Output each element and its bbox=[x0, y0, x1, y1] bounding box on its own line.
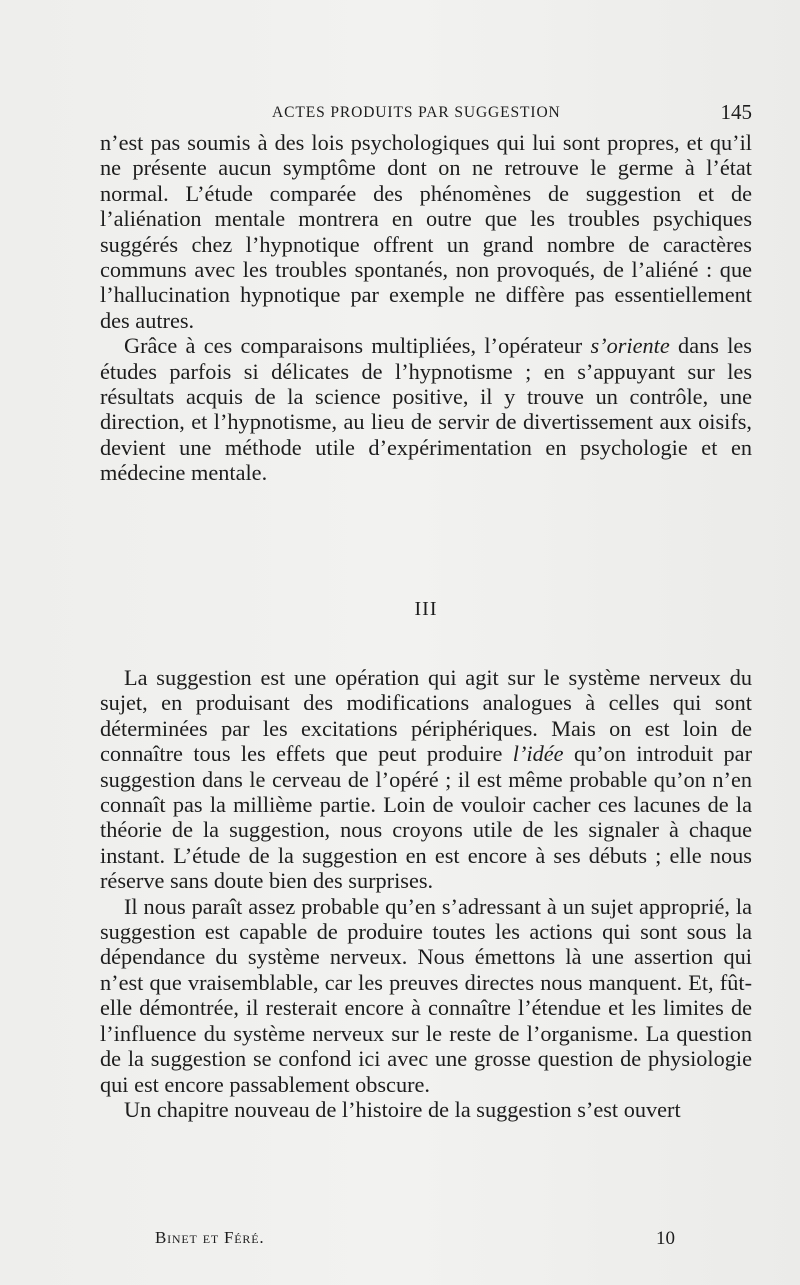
signature-mark: 10 bbox=[656, 1228, 675, 1249]
paragraph-new-chapter: Un chapitre nouveau de l’histoire de la suggestion s’est ouvert bbox=[124, 1096, 681, 1122]
page-footer bbox=[155, 1228, 675, 1254]
paragraph-comparisons bbox=[100, 333, 752, 485]
printer-signature: Binet et Féré. bbox=[155, 1228, 265, 1247]
body-text-top bbox=[100, 130, 752, 486]
paragraph-text: La suggestion est une opération qui agit sur le système nerveux du sujet, en produisant des modifications analogues à celles qui sont déterminées par les excitations périphériques. Mais on est loin de connaître tous les effets que peut produire bbox=[100, 665, 752, 767]
body-text-bottom bbox=[100, 665, 752, 1122]
page-header bbox=[100, 100, 752, 130]
paragraph-suggestion-definition bbox=[100, 665, 752, 894]
paragraph-probable: Il nous paraît assez probable qu’en s’adressant à un sujet approprié, la suggestion est capable de produire toutes les actions qui sont sous la dépendance du système nerveux. Nous émettons là une assertion qui n’est que vraisemblable, car les preuves directes nous manquent. Et, fût-elle démontrée, il resterait encore à connaître l’étendue et les limites de l’influence du système nerveux sur le reste de l’organisme. La question de la suggestion se confond ici avec une grosse question de physiologie qui est encore passablement obscure. bbox=[100, 893, 752, 1097]
italic-term: l’idée bbox=[512, 741, 564, 767]
page-number: 145 bbox=[720, 100, 752, 124]
paragraph-text: qu’on introduit par suggestion dans le cerveau de l’opéré ; il est même probable qu’on n’en connaît pas la millième partie. Loin de vouloir cacher ces lacunes de la théorie de la suggestion, nous croyons utile de les signaler à chaque instant. L’étude de la suggestion en est encore à ses débuts ; elle nous réserve sans doute bien des surprises. bbox=[100, 741, 752, 894]
running-title: ACTES PRODUITS PAR SUGGESTION bbox=[272, 104, 561, 121]
paragraph-continued: n’est pas soumis à des lois psychologiques qui lui sont propres, et qu’il ne présente aucun symptôme dont on ne retrouve le germe à l’état normal. L’étude comparée des phénomènes de suggestion et de l’aliénation mentale montrera en outre que les troubles psychiques suggérés chez l’hypnotique offrent un grand nombre de caractères communs avec les troubles spontanés, non provoqués, de l’aliéné : que l’hallucination hypnotique par exemple ne diffère pas essentiellement des autres. bbox=[100, 130, 752, 333]
paragraph-text: dans les études parfois si délicates de l’hypnotisme ; en s’appuyant sur les résultats acquis de la science positive, il y trouve un contrôle, une direction, et l’hypnotisme, au lieu de servir de divertissement aux oisifs, devient une méthode utile d’expérimentation en psychologie et en médecine mentale. bbox=[100, 333, 752, 486]
italic-term: s’oriente bbox=[590, 333, 670, 359]
paragraph-text: Grâce à ces comparaisons multipliées, l’opérateur bbox=[124, 333, 591, 359]
section-heading: III bbox=[414, 598, 438, 620]
